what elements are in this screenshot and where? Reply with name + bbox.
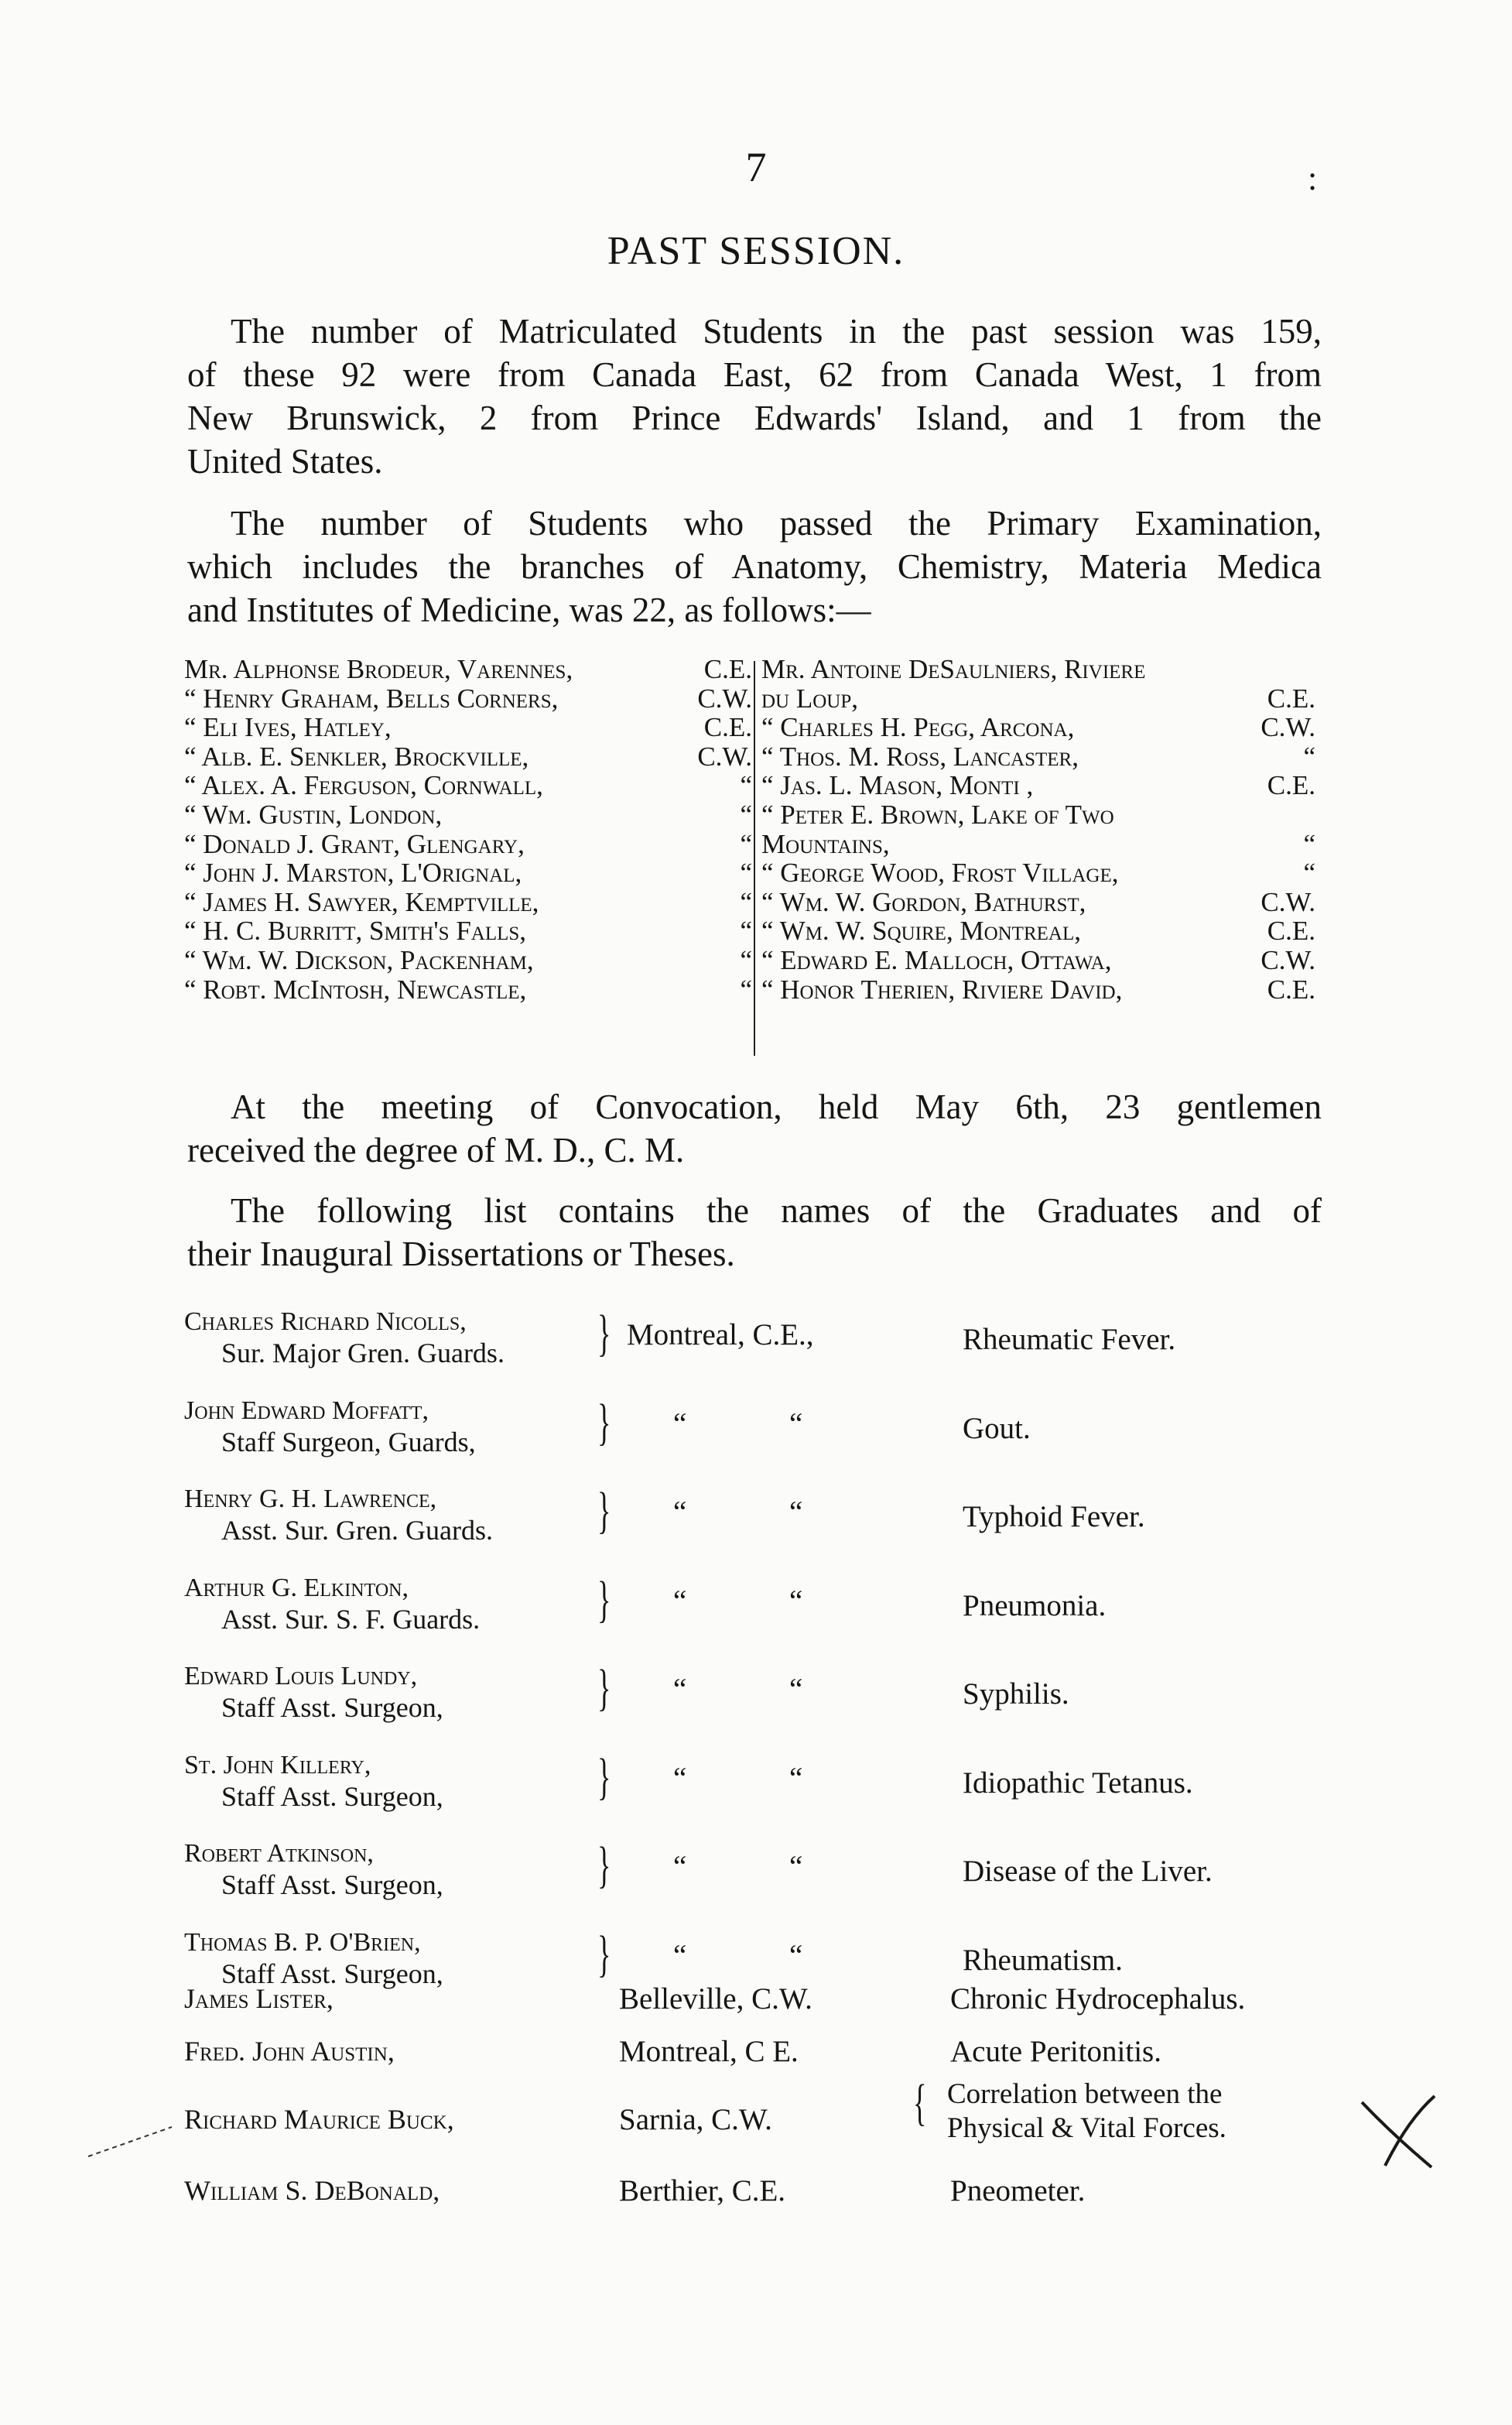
student-row	[761, 742, 1315, 772]
graduate-rank: Staff Asst. Surgeon,	[221, 1692, 443, 1723]
graduate-place: Montreal, C.E.,	[627, 1318, 814, 1351]
graduate-name: James Lister,	[184, 1983, 334, 2014]
brace-icon: }	[597, 1659, 611, 1716]
ditto-mark: “	[673, 1584, 687, 1618]
brace-icon: }	[597, 1393, 611, 1451]
pencil-stroke-mark	[87, 2121, 180, 2160]
paragraph-matriculated	[187, 310, 1322, 483]
student-name: “ Wm. Gustin, London,	[184, 799, 443, 830]
student-province: “	[740, 886, 752, 917]
brace-icon: }	[597, 1837, 611, 1893]
student-row	[761, 684, 1315, 714]
student-row	[761, 858, 1315, 888]
student-row	[761, 713, 1315, 742]
paragraph-line: At the meeting of Convocation, held May 6th, 23 gentlemen	[231, 1087, 1322, 1126]
graduate-name: Thomas B. P. O'Brien,	[184, 1927, 421, 1957]
graduate-rank: Staff Surgeon, Guards,	[221, 1426, 476, 1457]
student-name: “ Robt. McIntosh, Newcastle,	[184, 974, 527, 1005]
graduate-place: Sarnia, C.W.	[619, 2103, 772, 2136]
student-name: “ Alb. E. Senkler, Brockville,	[184, 741, 529, 772]
student-name: Mountains,	[761, 828, 890, 859]
graduate-name: St. John Killery,	[184, 1750, 371, 1779]
pencil-x-mark	[1354, 2088, 1439, 2173]
ditto-mark: “	[789, 1673, 803, 1706]
brace-icon: }	[597, 1570, 611, 1628]
student-name: “ Alex. A. Ferguson, Cornwall,	[184, 770, 543, 801]
paragraph-graduates-intro	[187, 1189, 1322, 1276]
student-province: “	[1303, 741, 1315, 772]
student-name: “ Wm. W. Dickson, Packenham,	[184, 944, 534, 975]
column-divider	[754, 661, 755, 1056]
student-row	[761, 975, 1315, 1005]
student-name: “ Eli Ives, Hatley,	[184, 712, 392, 743]
student-province: “	[740, 828, 752, 859]
graduate-place: Berthier, C.E.	[619, 2174, 786, 2208]
graduate-thesis: Idiopathic Tetanus.	[963, 1766, 1193, 1800]
brace-icon: {	[913, 2074, 927, 2131]
student-province: C.W.	[697, 741, 752, 772]
student-name: “ Honor Therien, Riviere David,	[761, 974, 1123, 1005]
student-name: Mr. Antoine DeSaulniers, Riviere	[761, 654, 1146, 684]
student-row	[761, 800, 1315, 830]
ditto-mark: “	[673, 1761, 687, 1795]
brace-icon: }	[597, 1305, 611, 1361]
student-row	[184, 684, 752, 714]
graduate-thesis: Physical & Vital Forces.	[947, 2112, 1226, 2144]
ditto-mark: “	[789, 1495, 803, 1529]
graduate-place: Belleville, C.W.	[619, 1982, 812, 2016]
paragraph-line: of these 92 were from Canada East, 62 from Canada West, 1 from	[187, 355, 1322, 394]
student-row	[761, 888, 1315, 917]
graduate-thesis: Chronic Hydrocephalus.	[950, 1982, 1246, 2016]
graduate-thesis: Pneumonia.	[963, 1588, 1107, 1622]
graduate-name: William S. DeBonald,	[184, 2175, 440, 2206]
student-province: “	[1303, 858, 1315, 889]
student-province: C.E.	[1267, 916, 1315, 947]
student-row	[184, 858, 752, 888]
graduate-thesis: Typhoid Fever.	[963, 1500, 1145, 1533]
student-row	[761, 655, 1315, 684]
student-province: C.W.	[1261, 886, 1315, 917]
paragraph-line: The number of Students who passed the Primary Examination,	[231, 504, 1322, 543]
ditto-mark: “	[673, 1495, 687, 1529]
brace-icon: }	[597, 1925, 611, 1982]
graduate-name: Richard Maurice Buck,	[184, 2104, 454, 2135]
ditto-mark: “	[789, 1761, 803, 1795]
ditto-mark: “	[789, 1584, 803, 1618]
student-province: C.W.	[1261, 712, 1315, 743]
paragraph-primary-exam	[187, 502, 1322, 632]
student-row	[184, 946, 752, 975]
student-row	[184, 655, 752, 684]
student-row	[761, 946, 1315, 975]
graduate-name: Robert Atkinson,	[184, 1839, 374, 1868]
student-province: “	[1303, 828, 1315, 859]
student-name: “ Donald J. Grant, Glengary,	[184, 828, 525, 859]
student-province: “	[740, 916, 752, 947]
student-province: C.E.	[1267, 974, 1315, 1005]
colon-mark: :	[1308, 159, 1318, 197]
graduate-rank: Asst. Sur. S. F. Guards.	[221, 1603, 481, 1635]
student-name: “ Jas. L. Mason, Monti ,	[761, 770, 1034, 801]
graduate-name: Henry G. H. Lawrence,	[184, 1485, 437, 1513]
student-name: “ John J. Marston, L'Orignal,	[184, 858, 522, 889]
graduate-place: Montreal, C E.	[619, 2035, 799, 2068]
paragraph-line: their Inaugural Dissertations or Theses.	[187, 1235, 735, 1273]
student-province: C.E.	[1267, 770, 1315, 801]
ditto-mark: “	[673, 1406, 687, 1440]
graduate-thesis: Acute Peritonitis.	[950, 2035, 1161, 2068]
student-province: C.E.	[703, 712, 752, 743]
graduate-name: Arthur G. Elkinton,	[184, 1573, 409, 1602]
student-row	[184, 800, 752, 830]
student-row	[184, 888, 752, 917]
graduate-name: John Edward Moffatt,	[184, 1396, 429, 1425]
ditto-mark: “	[789, 1406, 803, 1440]
graduate-thesis: Disease of the Liver.	[963, 1855, 1213, 1888]
paragraph-line: New Brunswick, 2 from Prince Edwards' Island, and 1 from the	[187, 399, 1322, 437]
ditto-mark: “	[673, 1850, 687, 1883]
student-row	[761, 916, 1315, 946]
student-province: “	[740, 858, 752, 889]
student-name: “ George Wood, Frost Village,	[761, 858, 1119, 889]
graduate-rank: Asst. Sur. Gren. Guards.	[221, 1515, 493, 1546]
page-number: 7	[745, 144, 767, 190]
paragraph-line: United States.	[187, 442, 383, 481]
graduate-rank: Staff Asst. Surgeon,	[221, 1957, 443, 1989]
brace-icon: }	[597, 1482, 611, 1539]
student-row	[184, 713, 752, 742]
student-row	[184, 742, 752, 772]
paragraph-line: The number of Matriculated Students in the past session was 159,	[231, 312, 1322, 351]
student-province: “	[740, 974, 752, 1005]
student-name: “ Peter E. Brown, Lake of Two	[761, 799, 1114, 830]
paragraph-line: received the degree of M. D., C. M.	[187, 1131, 685, 1170]
student-row	[761, 771, 1315, 800]
ditto-mark: “	[673, 1673, 687, 1706]
student-row	[184, 771, 752, 800]
student-name: “ Charles H. Pegg, Arcona,	[761, 712, 1075, 743]
student-province: “	[740, 799, 752, 830]
paragraph-convocation	[187, 1085, 1322, 1172]
graduate-name: Charles Richard Nicolls,	[184, 1307, 467, 1336]
student-row	[184, 916, 752, 946]
ditto-mark: “	[789, 1850, 803, 1883]
student-name: Mr. Alphonse Brodeur, Varennes,	[184, 654, 573, 684]
student-name: “ Thos. M. Ross, Lancaster,	[761, 741, 1079, 772]
graduate-rank: Sur. Major Gren. Guards.	[221, 1338, 505, 1368]
paragraph-line: and Institutes of Medicine, was 22, as follows:—	[187, 591, 871, 629]
students-list-left	[184, 655, 752, 1004]
student-name: “ James H. Sawyer, Kemptville,	[184, 886, 539, 917]
students-list-right	[761, 655, 1315, 1004]
student-province: C.W.	[1261, 944, 1315, 975]
graduate-thesis: Rheumatic Fever.	[963, 1323, 1176, 1356]
student-name: “ Wm. W. Gordon, Bathurst,	[761, 886, 1086, 917]
graduate-thesis: Gout.	[963, 1411, 1031, 1445]
paragraph-line: The following list contains the names of the Graduates and of	[231, 1191, 1322, 1230]
student-province: C.E.	[703, 654, 752, 684]
graduate-rank: Staff Asst. Surgeon,	[221, 1869, 443, 1900]
student-row	[184, 830, 752, 859]
student-name: “ H. C. Burritt, Smith's Falls,	[184, 916, 527, 947]
graduate-name: Fred. John Austin,	[184, 2036, 395, 2067]
student-name: du Loup,	[761, 683, 858, 714]
graduate-name: Edward Louis Lundy,	[184, 1662, 418, 1690]
graduate-thesis: Pneometer.	[950, 2174, 1086, 2208]
graduate-thesis: Correlation between the	[947, 2078, 1223, 2110]
student-province: “	[740, 770, 752, 801]
section-heading: PAST SESSION.	[607, 229, 905, 273]
graduate-thesis: Syphilis.	[963, 1677, 1069, 1711]
student-name: “ Wm. W. Squire, Montreal,	[761, 916, 1081, 947]
graduate-rank: Staff Asst. Surgeon,	[221, 1780, 443, 1812]
student-name: “ Edward E. Malloch, Ottawa,	[761, 944, 1112, 975]
student-row	[761, 830, 1315, 859]
paragraph-line: which includes the branches of Anatomy, Chemistry, Materia Medica	[187, 547, 1322, 586]
graduate-thesis: Rheumatism.	[963, 1943, 1123, 1977]
student-province: C.E.	[1267, 683, 1315, 714]
student-row	[184, 975, 752, 1005]
ditto-mark: “	[789, 1938, 803, 1972]
brace-icon: }	[597, 1748, 611, 1805]
ditto-mark: “	[673, 1938, 687, 1972]
student-name: “ Henry Graham, Bells Corners,	[184, 683, 559, 714]
student-province: “	[740, 944, 752, 975]
student-province: C.W.	[697, 683, 752, 714]
